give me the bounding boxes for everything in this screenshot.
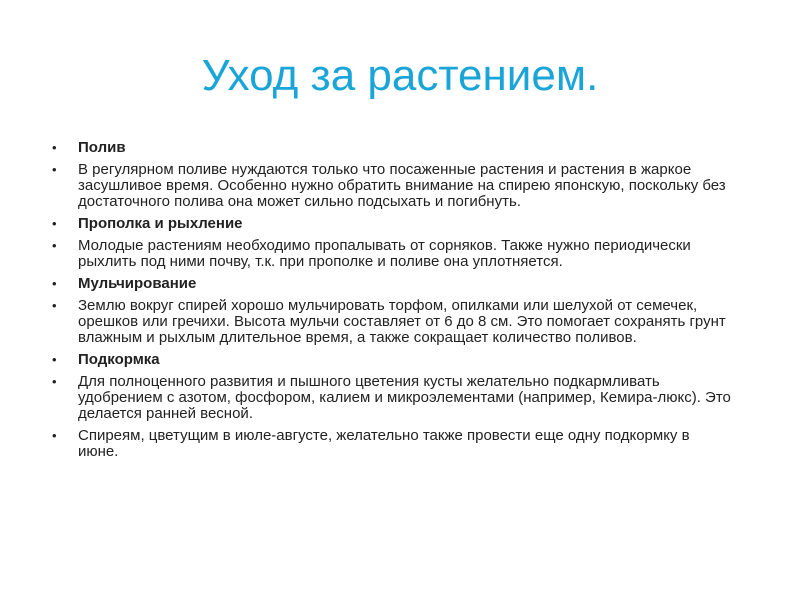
bullet-icon: •: [52, 276, 57, 291]
slide-title: Уход за растением.: [201, 51, 599, 100]
bullet-icon: •: [52, 216, 57, 231]
list-item-heading: [52, 216, 732, 232]
bullet-icon: •: [52, 140, 57, 155]
list-item-text: Молодые растениям необходимо пропалывать от сорняков. Также нужно периодически рыхлить под ними почву, т.к. при прополке и поливе она уплотняется.: [78, 237, 691, 270]
list-item: [52, 162, 732, 210]
list-item: [52, 238, 732, 270]
list-item-text: Для полноценного развития и пышного цветения кусты желательно подкармливать удобрением с азотом, фосфором, калием и микроэлементами (например, Кемира-люкс). Это делается ранней весной.: [78, 373, 731, 422]
list-item-heading: [52, 352, 732, 368]
list-item: [52, 374, 732, 422]
bullet-icon: •: [52, 238, 57, 253]
bullet-icon: •: [52, 298, 57, 313]
list-item-text: В регулярном поливе нуждаются только что посаженные растения и растения в жаркое засушливое время. Особенно нужно обратить внимание на спирею японскую, поскольку без достаточного полива она может сильно подсыхать и погибнуть.: [78, 161, 726, 210]
bullet-icon: •: [52, 162, 57, 177]
list-item: [52, 428, 732, 460]
list-item-heading: [52, 276, 732, 292]
bullet-icon: •: [52, 352, 57, 367]
list-item-text: Спиреям, цветущим в июле-августе, желательно также провести еще одну подкормку в июне.: [78, 427, 690, 460]
bullet-icon: •: [52, 428, 57, 443]
bullet-list: [52, 140, 732, 466]
list-item-text: Мульчирование: [78, 275, 197, 292]
list-item-text: Землю вокруг спирей хорошо мульчировать торфом, опилками или шелухой от семечек, орешков или гречихи. Высота мульчи составляет от 6 до 8 см. Это помогает сохранять грунт влажным и рыхлым длительное время, а также сокращает количество поливов.: [78, 297, 726, 346]
list-item-heading: [52, 140, 732, 156]
bullet-icon: •: [52, 374, 57, 389]
list-item-text: Полив: [78, 139, 126, 156]
list-item: [52, 298, 732, 346]
list-item-text: Подкормка: [78, 351, 160, 368]
list-item-text: Прополка и рыхление: [78, 215, 243, 232]
